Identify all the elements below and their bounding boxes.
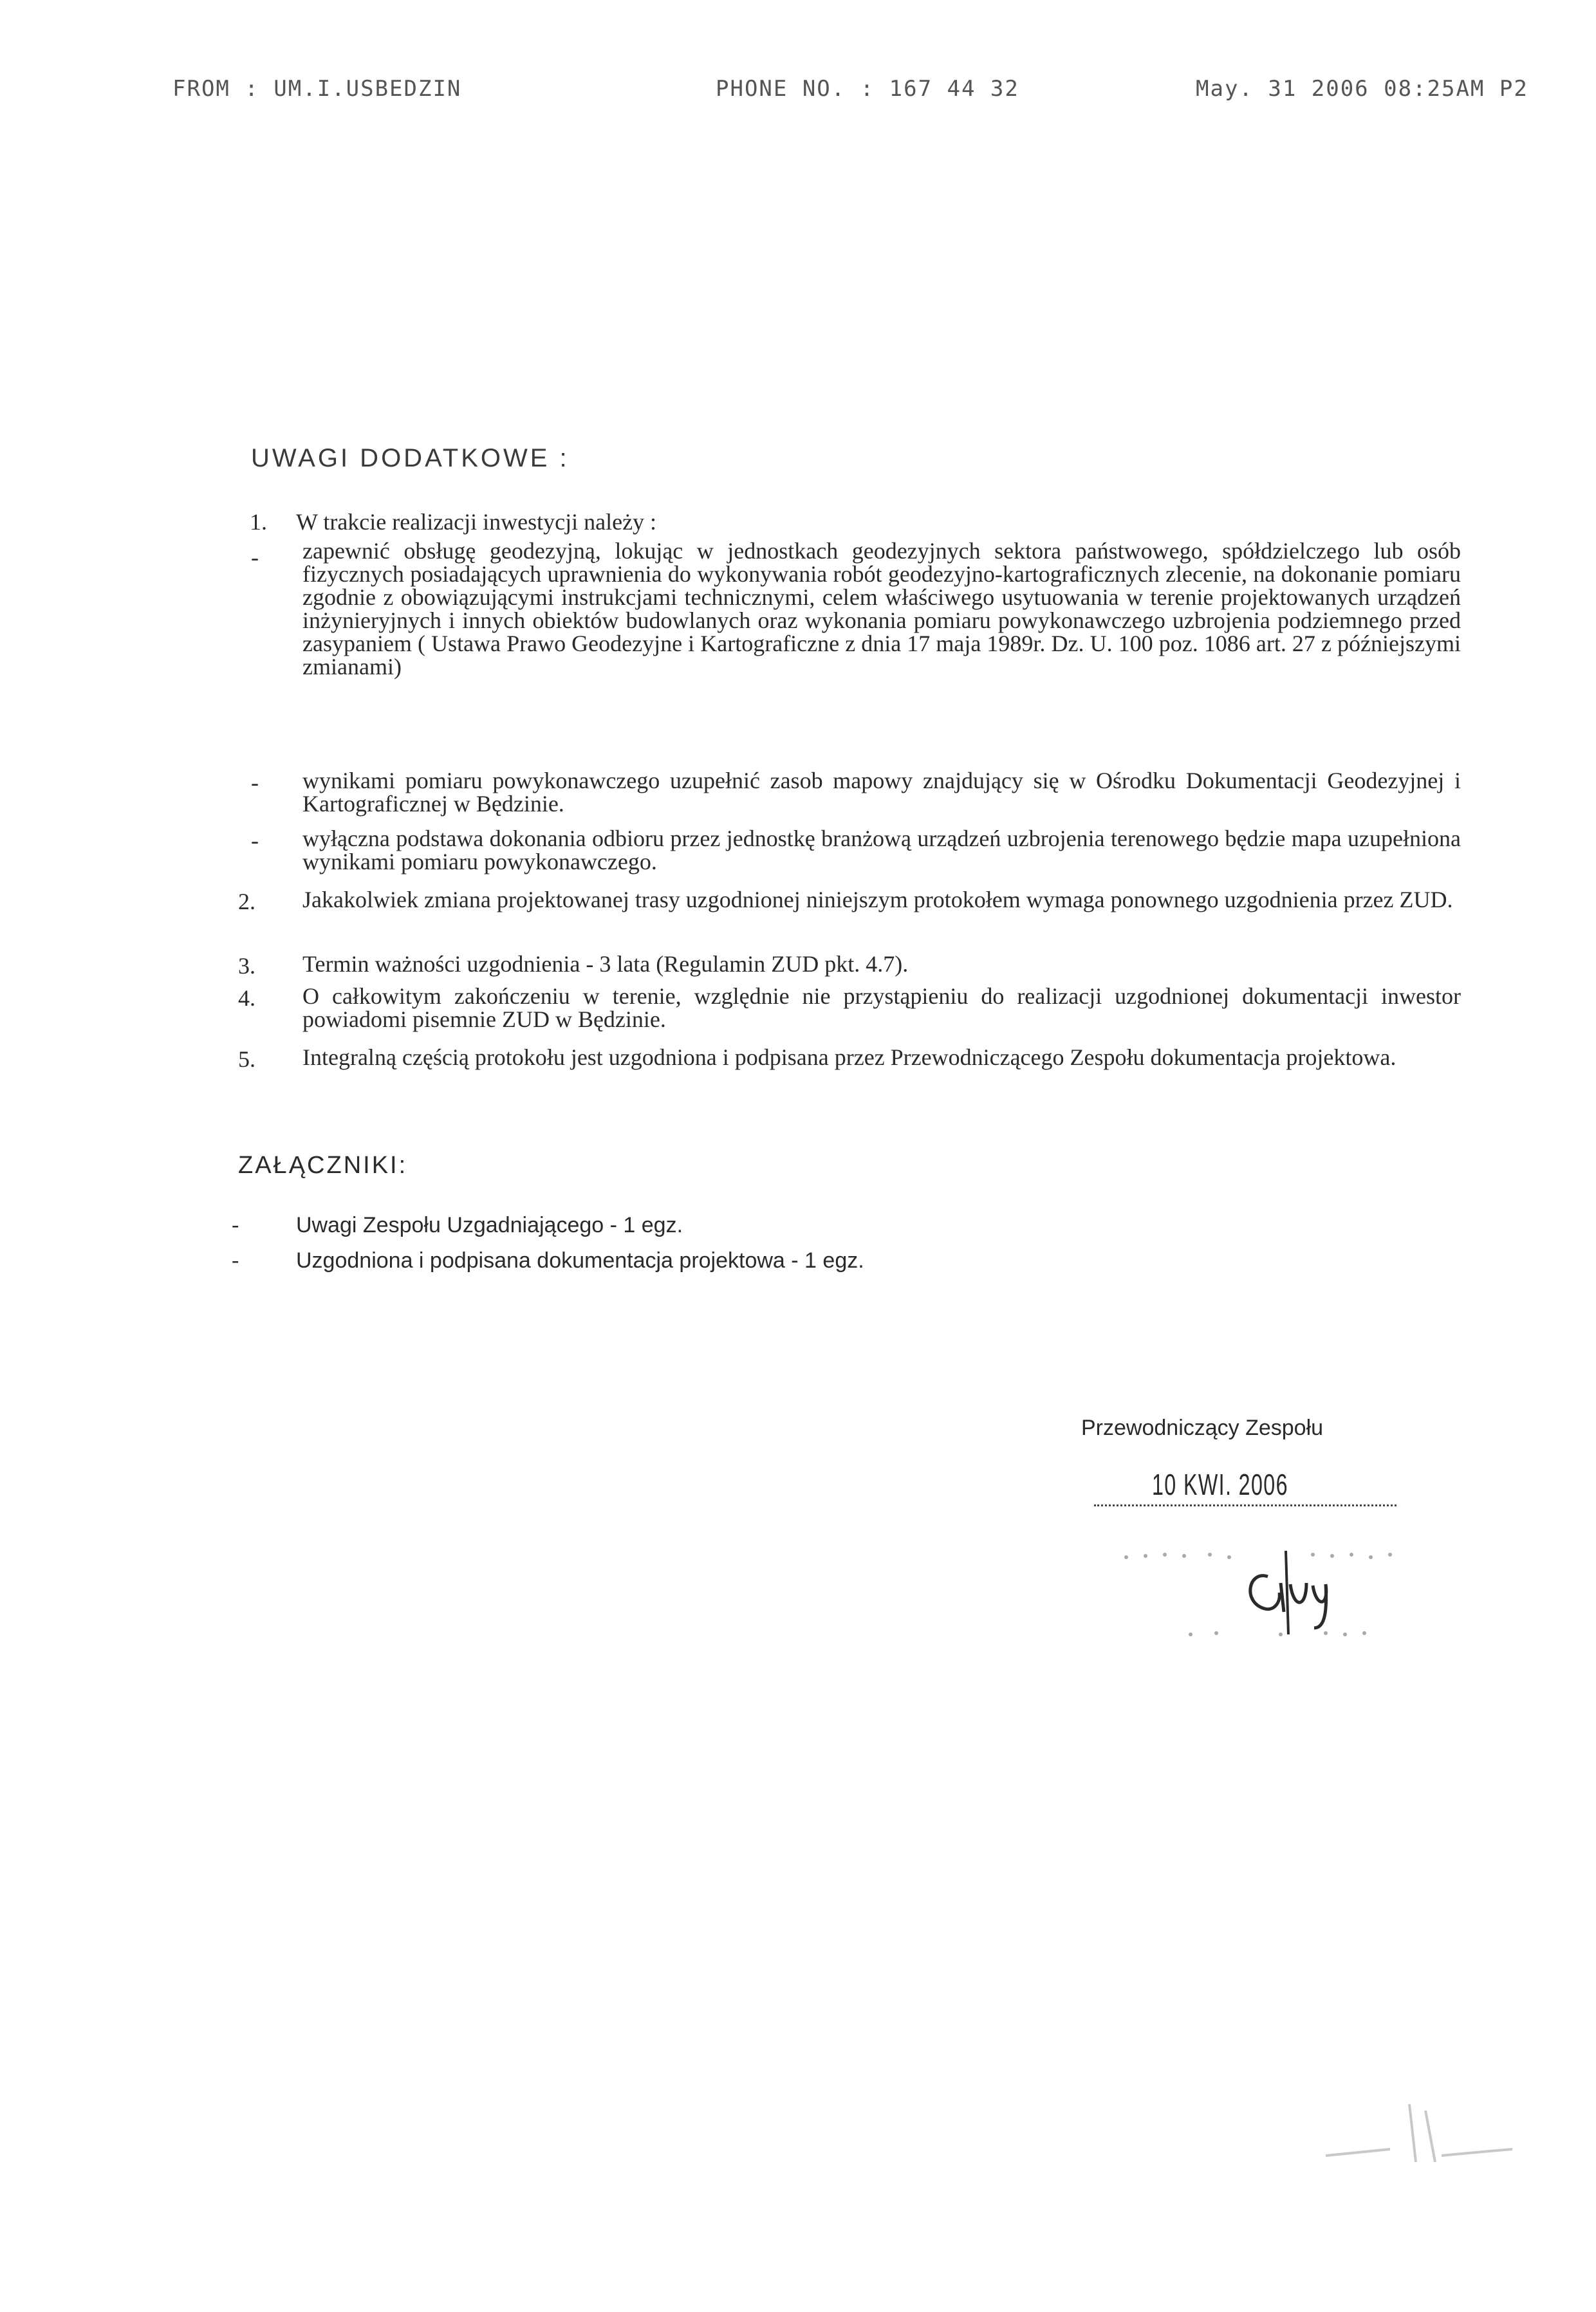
attachment-item: Uzgodniona i podpisana dokumentacja projektowa - 1 egz.	[296, 1248, 864, 1273]
item-lead: W trakcie realizacji inwestycji należy :	[296, 509, 657, 535]
item-dash: -	[251, 828, 259, 853]
page-mark	[1319, 2091, 1532, 2169]
list-item: O całkowitym zakończeniu w terenie, względnie nie przystąpieniu do realizacji uzgodnionej dokumentacji inwestor powiadomi pisemnie ZUD w Będzinie.	[302, 983, 1461, 1032]
section-title: UWAGI DODATKOWE :	[251, 444, 570, 472]
attachments-title: ZAŁĄCZNIKI:	[238, 1152, 408, 1179]
item-dash: -	[251, 544, 259, 570]
fax-header	[0, 0, 1596, 148]
list-item: Jakakolwiek zmiana projektowanej trasy uzgodnionej niniejszym protokołem wymaga ponownego uzgodnienia przez ZUD.	[302, 887, 1453, 912]
signer-role: Przewodniczący Zespołu	[1081, 1416, 1324, 1440]
faded-stamp	[1120, 1512, 1416, 1641]
list-item: wynikami pomiaru powykonawczego uzupełnić zasob mapowy znajdujący się w Ośrodku Dokumentacji Geodezyjnej i Kartograficznej w Będzinie.	[302, 768, 1461, 817]
signature-line	[1094, 1504, 1396, 1506]
item-number: 1.	[250, 509, 267, 535]
fax-datetime: May. 31 2006 08:25AM P2	[1196, 76, 1528, 102]
list-item: Termin ważności uzgodnienia - 3 lata (Regulamin ZUD pkt. 4.7).	[302, 951, 909, 977]
item-number: 3.	[238, 953, 255, 979]
item-dash: -	[251, 770, 259, 795]
fax-phone: PHONE NO. : 167 44 32	[716, 76, 1019, 102]
list-item: zapewnić obsługę geodezyjną, lokując w jednostkach geodezyjnych sektora państwowego, spółdzielczego lub osób fizycznych posiadających uprawnienia do wykonywania robót geodezyjno-kartograficznych zlecenie, na dokonanie pomiaru zgodnie z obowiązującymi instrukcjami technicznymi, celem właściwego usytuowania w terenie projektowanych urządzeń inżynieryjnych i innych obiektów budowlanych oraz wykonania pomiaru powykonawczego uzbrojenia podziemnego przed zasypaniem ( Ustawa Prawo Geodezyjne i Kartograficzne z dnia 17 maja 1989r. Dz. U. 100 poz. 1086 art. 27 z późniejszymi zmianami)	[302, 538, 1461, 680]
list-item: Integralną częścią protokołu jest uzgodniona i podpisana przez Przewodniczącego Zespołu dokumentacja projektowa.	[302, 1044, 1396, 1070]
item-number: 4.	[238, 985, 255, 1011]
attachment-dash: -	[232, 1248, 239, 1272]
attachment-item: Uwagi Zespołu Uzgadniającego - 1 egz.	[296, 1213, 683, 1237]
fax-from: FROM : UM.I.USBEDZIN	[172, 76, 462, 102]
item-number: 5.	[238, 1046, 255, 1072]
list-item: wyłączna podstawa dokonania odbioru przez jednostkę branżową urządzeń uzbrojenia terenowego będzie mapa uzupełniona wynikami pomiaru powykonawczego.	[302, 826, 1461, 874]
item-number: 2.	[238, 889, 255, 914]
signature-date: 10 KWI. 2006	[1152, 1468, 1288, 1501]
attachment-dash: -	[232, 1213, 239, 1237]
